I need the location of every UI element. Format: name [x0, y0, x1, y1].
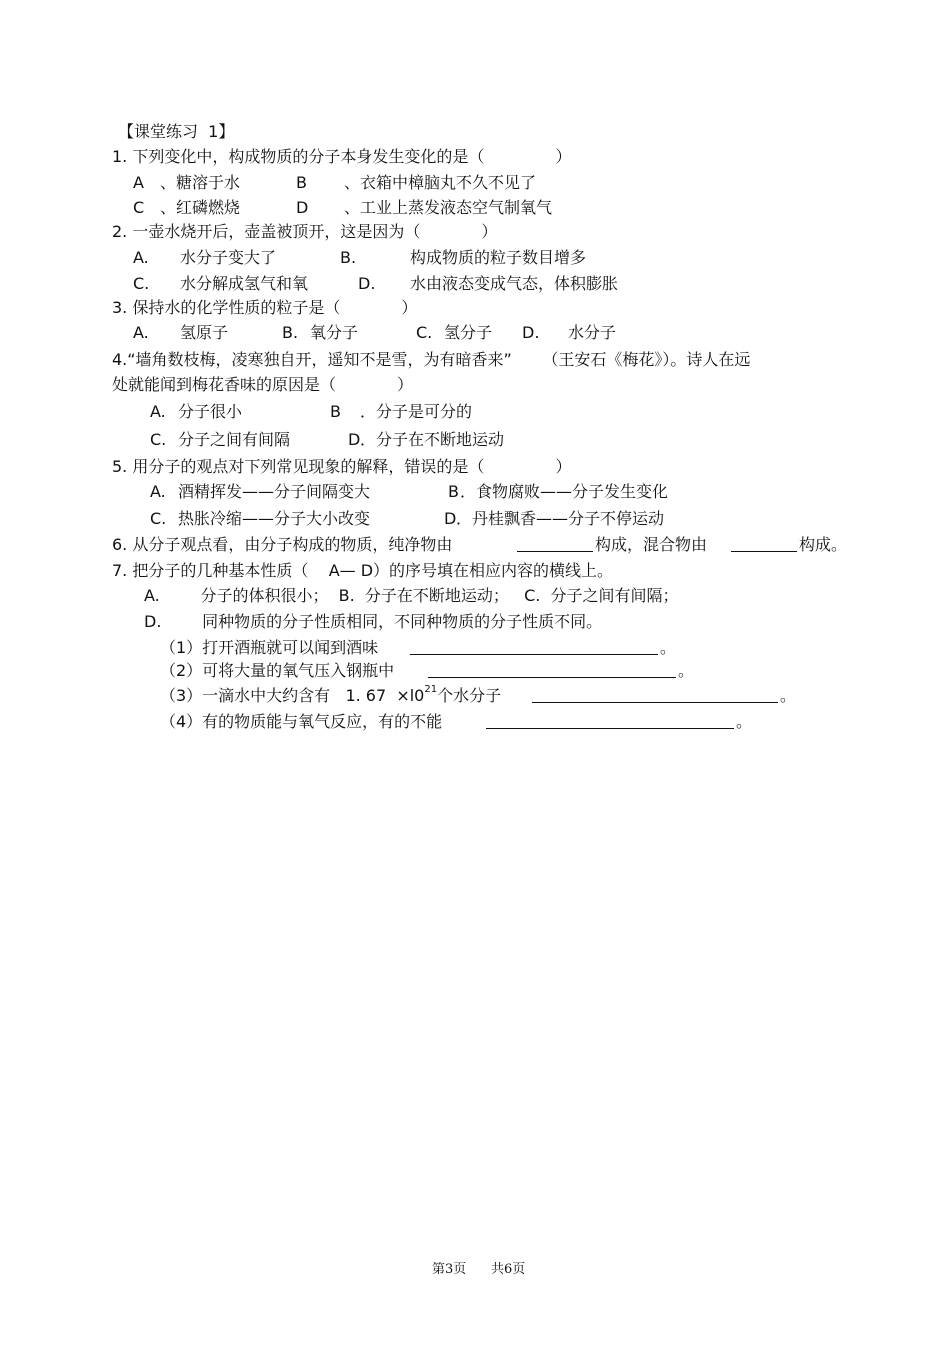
q2-stem: 2. 一壶水烧开后，壶盖被顶开，这是因为（ ）: [112, 222, 498, 241]
q3-option-c-letter: C.: [416, 323, 433, 342]
q5-option-c-text: 热胀冷缩——分子大小改变: [178, 509, 371, 528]
q7-stem: 7. 把分子的几种基本性质（ A— D）的序号填在相应内容的横线上。: [112, 561, 614, 580]
q2-option-d-text: 水由液态变成气态，体积膨胀: [410, 274, 619, 293]
q6-blank-mixture[interactable]: [731, 535, 797, 552]
footer-page-number: 第3页: [432, 1262, 467, 1277]
q6-text-part1: 6. 从分子观点看，由分子构成的物质，纯净物由: [112, 535, 453, 554]
q5-stem: 5. 用分子的观点对下列常见现象的解释，错误的是（ ）: [112, 457, 572, 476]
q6-text-part2: 构成，混合物由: [595, 535, 708, 554]
q5-option-c-letter: C.: [150, 509, 167, 528]
q3-option-b-text: 氧分子: [310, 323, 359, 342]
q3-option-d-letter: D.: [522, 323, 540, 342]
q7-item-2-end: 。: [678, 661, 695, 680]
q3-option-c-text: 氢分子: [444, 323, 493, 342]
q1-option-a-text: 、糖溶于水: [160, 173, 241, 192]
q7-properties-line2: D. 同种物质的分子性质相同，不同种物质的分子性质不同。: [144, 612, 603, 631]
q4-option-b-text: ．分子是可分的: [360, 402, 473, 421]
q7-item-4: （4）有的物质能与氧气反应，有的不能: [160, 712, 443, 731]
q1-option-c-letter: C: [133, 198, 145, 217]
q4-option-a-text: 分子很小: [178, 402, 243, 421]
q7-item-2: （2）可将大量的氧气压入钢瓶中: [160, 661, 395, 680]
q3-option-a-letter: A.: [133, 323, 149, 342]
q7-item-3-text: （3）一滴水中大约含有 1. 67 ×l0: [160, 686, 425, 705]
q5-option-a-text: 酒精挥发——分子间隔变大: [178, 482, 371, 501]
q5-option-d-letter: D: [444, 509, 457, 528]
q1-option-d-letter: D: [296, 198, 309, 217]
q1-option-d-text: 、工业上蒸发液态空气制氧气: [344, 198, 553, 217]
q5-option-b-text: ．食物腐败——分子发生变化: [460, 482, 669, 501]
q4-option-a-letter: A.: [150, 402, 166, 421]
q7-item-3-exponent: 21: [424, 684, 438, 695]
q4-option-d-text: ．分子在不断地运动: [360, 430, 505, 449]
q4-option-b-letter: B: [330, 402, 341, 421]
q2-option-b-text: 构成物质的粒子数目增多: [410, 248, 587, 267]
q7-item-3-end: 。: [780, 686, 797, 705]
q6-blank-pure[interactable]: [517, 535, 593, 552]
footer-total-pages: 共6页: [491, 1262, 526, 1277]
q7-item-4-end: 。: [736, 712, 753, 731]
q1-option-b-text: 、衣箱中樟脑丸不久不见了: [344, 173, 537, 192]
q7-item-3-blank[interactable]: [532, 686, 778, 703]
q7-item-1: （1）打开酒瓶就可以闻到酒味: [160, 638, 379, 657]
q2-option-c-letter: C.: [133, 274, 150, 293]
q3-option-d-text: 水分子: [568, 323, 617, 342]
q3-stem: 3. 保持水的化学性质的粒子是（ ）: [112, 298, 418, 317]
q4-option-d-letter: D: [348, 430, 361, 449]
q1-option-a-letter: A: [133, 173, 144, 192]
q5-option-d-text: ．丹桂飘香——分子不停运动: [456, 509, 665, 528]
q7-item-1-blank[interactable]: [410, 638, 658, 655]
q7-properties-line1: A. 分子的体积很小； B. 分子在不断地运动； C. 分子之间有间隔；: [144, 586, 679, 605]
q2-option-a-letter: A.: [133, 248, 149, 267]
section-title: 【课堂练习 1】: [118, 122, 235, 141]
q4-stem-line1: 4.“墙角数枝梅，凌寒独自开，遥知不是雪，为有暗香来” （王安石《梅花》）。诗人在远: [112, 350, 751, 369]
q7-item-2-blank[interactable]: [428, 661, 676, 678]
q6-text-part3: 构成。: [799, 535, 848, 554]
q5-option-b-letter: B: [448, 482, 459, 501]
q4-option-c-text: 分子之间有间隔: [178, 430, 291, 449]
q5-option-a-letter: A.: [150, 482, 166, 501]
q7-item-4-blank[interactable]: [486, 712, 734, 729]
q4-option-c-letter: C.: [150, 430, 167, 449]
q7-item-1-end: 。: [660, 638, 677, 657]
q1-stem: 1. 下列变化中，构成物质的分子本身发生变化的是（ ）: [112, 147, 572, 166]
q1-option-b-letter: B: [296, 173, 307, 192]
q2-option-a-text: 水分子变大了: [180, 248, 277, 267]
q2-option-c-text: 水分解成氢气和氧: [180, 274, 309, 293]
q2-option-d-letter: D.: [358, 274, 376, 293]
q3-option-b-letter: B.: [282, 323, 299, 342]
q7-item-3-text-after: 个水分子: [437, 686, 502, 705]
q1-option-c-text: 、红磷燃烧: [160, 198, 241, 217]
q2-option-b-letter: B.: [340, 248, 357, 267]
q7-item-3: [160, 686, 501, 709]
q3-option-a-text: 氢原子: [180, 323, 229, 342]
q4-stem-line2: 处就能闻到梅花香味的原因是（ ）: [112, 375, 414, 394]
